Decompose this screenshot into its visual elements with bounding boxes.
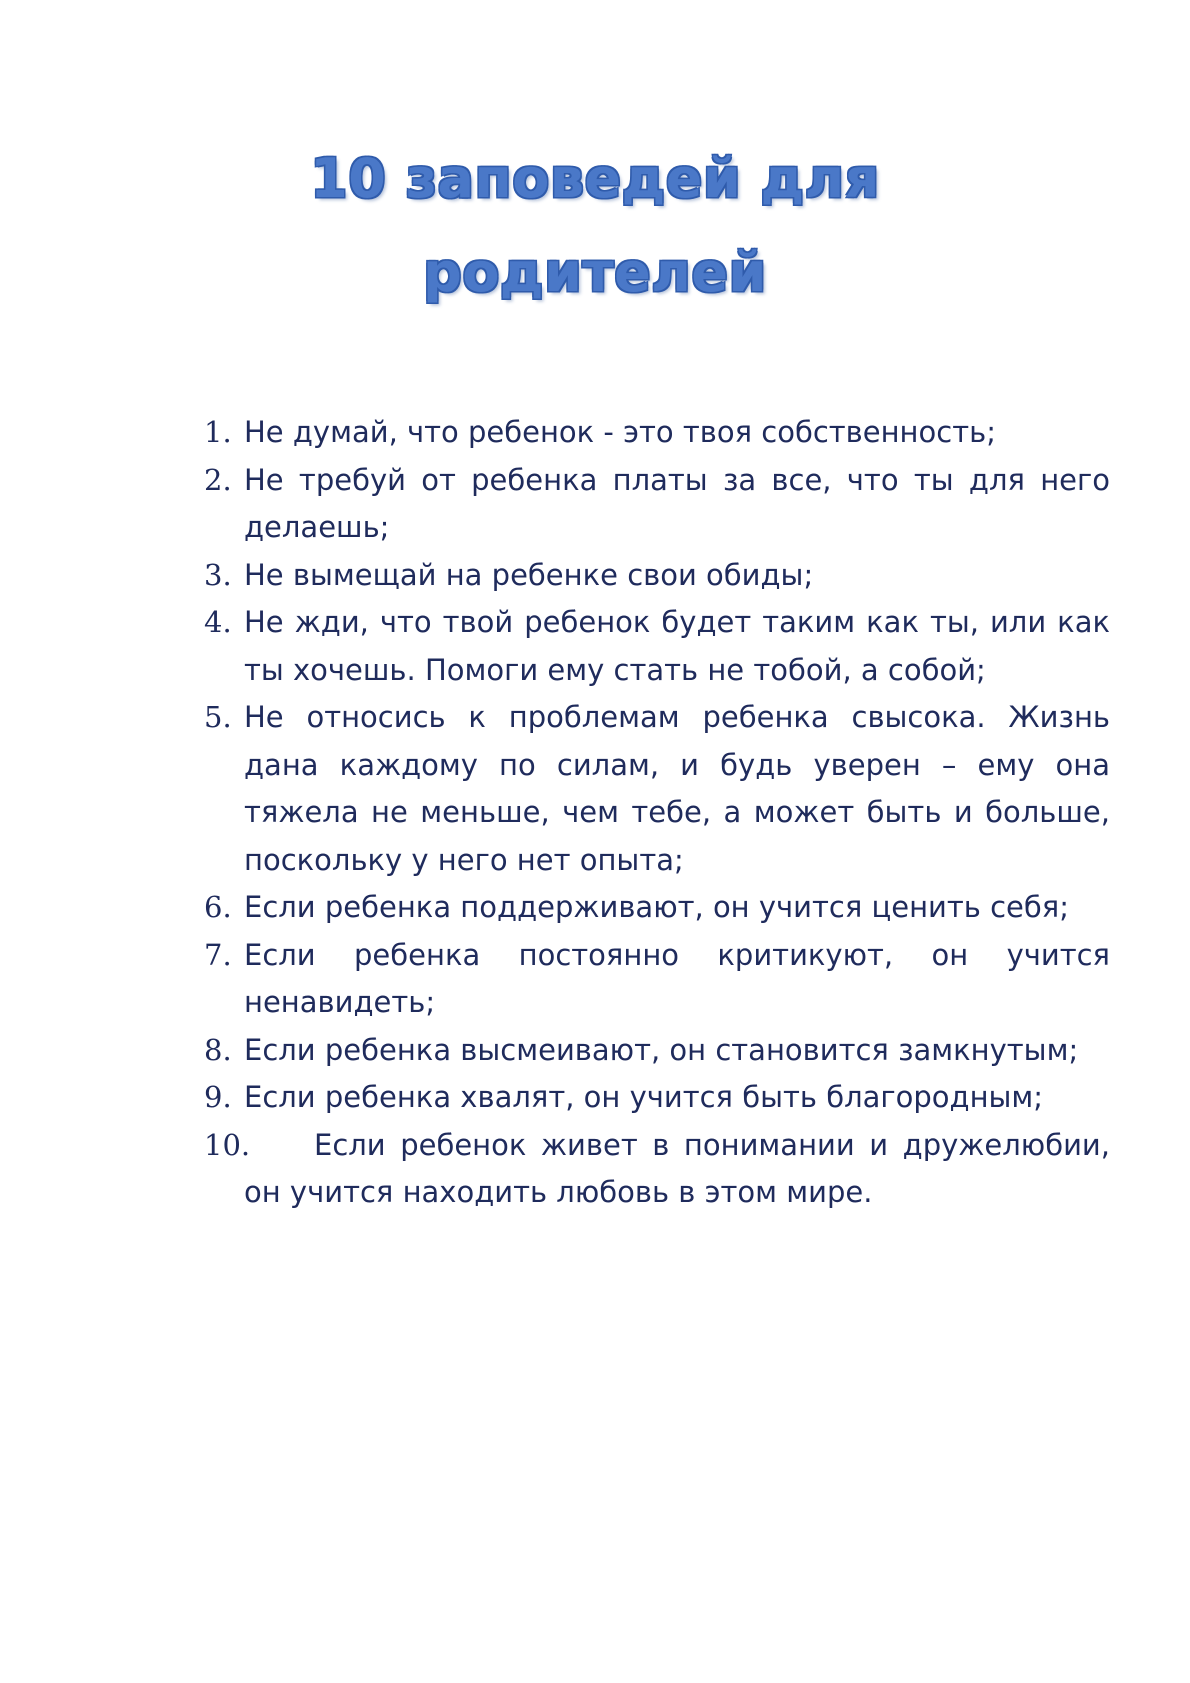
item-text: Если ребенка поддерживают, он учится ценить себя; [244, 890, 1069, 924]
item-number: 3. [204, 557, 232, 592]
item-number: 2. [204, 462, 232, 497]
item-text: Не относись к проблемам ребенка свысока. Жизнь дана каждому по силам, и будь уверен – ему она тяжела не меньше, чем тебе, а может быть и больше, поскольку у него нет опыта; [244, 700, 1110, 877]
item-number: 7. [204, 937, 232, 972]
item-number: 8. [204, 1032, 232, 1067]
item-number: 10. [204, 1127, 251, 1162]
list-item [204, 932, 1110, 1027]
commandments-list [204, 409, 1110, 1217]
item-number: 9. [204, 1080, 232, 1114]
item-text: Не думай, что ребенок - это твоя собственность; [244, 415, 996, 449]
item-text: Не жди, что твой ребенок будет таким как ты, или как ты хочешь. Помоги ему стать не тобой, а собой; [244, 605, 1110, 687]
list-item [204, 409, 1110, 457]
list-item [204, 599, 1110, 694]
item-number: 5. [204, 700, 232, 734]
page-title [0, 132, 1190, 320]
item-text: Не вымещай на ребенке свои обиды; [244, 557, 814, 592]
list-item [204, 1027, 1110, 1075]
title-line-1: 10 заповедей для [310, 147, 880, 210]
item-text: Если ребенка высмеивают, он становится замкнутым; [244, 1032, 1079, 1067]
item-number: 1. [204, 415, 232, 449]
item-number: 4. [204, 605, 232, 639]
item-number: 6. [204, 890, 232, 924]
list-item [204, 457, 1110, 552]
list-item [204, 884, 1110, 932]
title-line-2: родителей [423, 241, 767, 304]
item-text: Не требуй от ребенка платы за все, что ты для него делаешь; [244, 462, 1110, 544]
item-text: Если ребенка постоянно критикуют, он учится ненавидеть; [244, 937, 1110, 1019]
list-item [204, 1074, 1110, 1122]
item-text: Если ребенка хвалят, он учится быть благородным; [244, 1080, 1044, 1114]
list-item [204, 694, 1110, 884]
list-item [204, 552, 1110, 600]
item-text: Если ребенок живет в понимании и дружелюбии, он учится находить любовь в этом мире. [244, 1127, 1110, 1209]
list-item [204, 1122, 1110, 1217]
